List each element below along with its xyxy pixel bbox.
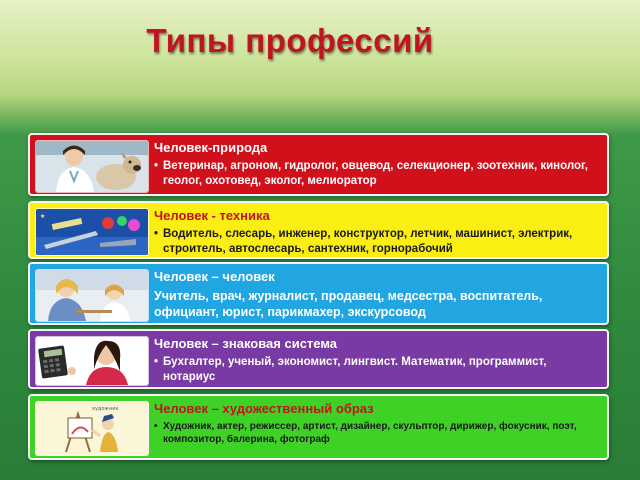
svg-text:★: ★ — [40, 213, 46, 220]
professions-text: Ветеринар, агроном, гидролог, овцевод, селекционер, зоотехник, кинолог, геолог, охотовед, эколог, мелиоратор — [163, 160, 588, 187]
panel-human-nature — [28, 133, 609, 196]
professions-text: Водитель, слесарь, инженер, конструктор, летчик, машинист, электрик, строитель, автослесарь, сантехник, горнорабочий — [163, 228, 573, 255]
panel-heading: Человек – человек — [154, 269, 275, 284]
technical-tools-illustration — [35, 208, 149, 256]
bullet: • — [154, 356, 159, 368]
panel-professions — [154, 420, 597, 446]
panel-human-technique — [28, 201, 609, 259]
panel-heading: Человек - техника — [154, 208, 270, 223]
slide-title: Типы профессий — [146, 22, 434, 59]
panel-professions — [154, 159, 597, 189]
artist-caption: художник — [92, 406, 119, 412]
bullet: • — [154, 228, 159, 240]
panel-heading: Человек – знаковая система — [154, 336, 338, 351]
panel-human-human — [28, 262, 609, 325]
panel-heading: Человек-природа — [154, 140, 268, 155]
professions-text: Художник, актер, режиссер, артист, дизайнер, скульптор, дирижер, фокусник, поэт, композитор, балерина, фотограф — [163, 421, 577, 445]
artist-at-easel-drawing — [35, 401, 149, 456]
teacher-and-student-photo — [35, 269, 149, 322]
panel-professions — [154, 355, 597, 385]
panel-professions — [154, 288, 597, 320]
panel-professions — [154, 227, 597, 257]
panel-human-sign-system — [28, 329, 609, 389]
woman-with-calculator-photo — [35, 336, 149, 386]
doctor-with-dog-photo — [35, 140, 149, 193]
professions-text: Учитель, врач, журналист, продавец, медсестра, воспитатель, официант, юрист, парикмахер, экскурсовод — [154, 289, 543, 319]
panel-heading: Человек – художественный образ — [154, 401, 374, 416]
bullet: • — [154, 421, 158, 432]
bullet: • — [154, 160, 159, 172]
panel-human-artistic-image — [28, 394, 609, 460]
professions-text: Бухгалтер, ученый, экономист, лингвист. Математик, программист, нотариус — [163, 356, 547, 383]
